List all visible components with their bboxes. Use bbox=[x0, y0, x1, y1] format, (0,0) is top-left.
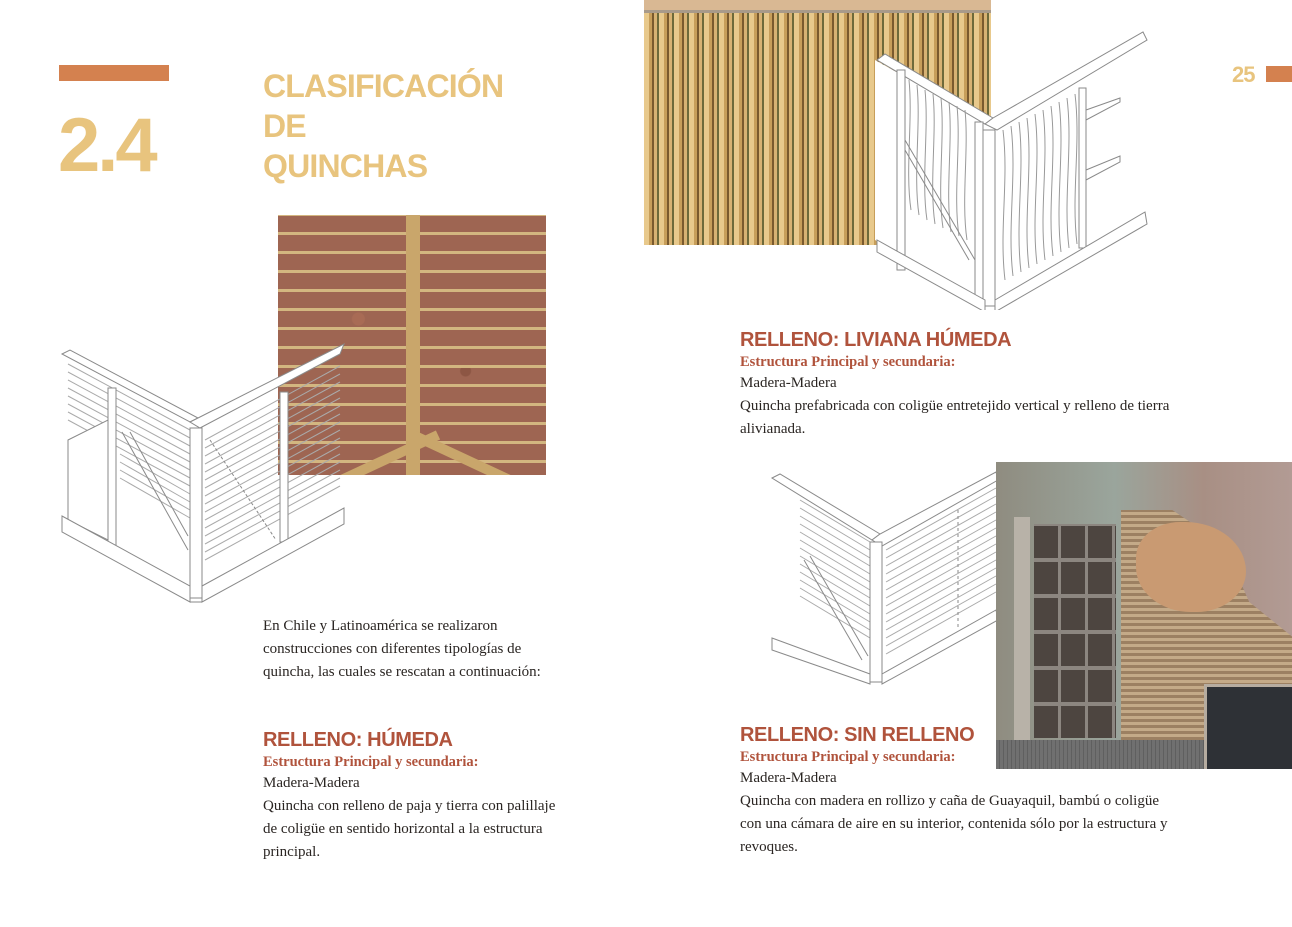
accent-bar-left bbox=[59, 65, 169, 81]
entry-humeda bbox=[263, 728, 563, 864]
section-title bbox=[263, 66, 503, 186]
entry-structure: Madera-Madera bbox=[263, 775, 360, 791]
entry-description: Quincha prefabricada con coligüe entretejido vertical y relleno de tierra alivianada. bbox=[740, 398, 1170, 437]
section-title-line-3: QUINCHAS bbox=[263, 148, 428, 184]
intro-paragraph: En Chile y Latinoamérica se realizaron construcciones con diferentes tipologías de quincha, las cuales se rescatan a continuación: bbox=[263, 618, 541, 680]
entry-structure: Madera-Madera bbox=[740, 770, 837, 786]
photo-brace-right bbox=[411, 430, 515, 475]
section-title-line-2: DE bbox=[263, 108, 306, 144]
entry-structure: Madera-Madera bbox=[740, 375, 837, 391]
section-number: 2.4 bbox=[58, 103, 155, 188]
entry-liviana-humeda bbox=[740, 328, 1170, 441]
entry-heading: RELLENO: LIVIANA HÚMEDA bbox=[740, 329, 1012, 351]
diagram-liviana-humeda bbox=[875, 30, 1150, 310]
accent-bar-right bbox=[1266, 66, 1292, 82]
entry-description: Quincha con madera en rollizo y caña de Guayaquil, bambú o coligüe con una cámara de aire en su interior, contenida sólo por la estructura y revoques. bbox=[740, 793, 1168, 855]
diagram-sin-relleno bbox=[770, 470, 1002, 688]
section-title-line-1: CLASIFICACIÓN bbox=[263, 68, 504, 104]
entry-description: Quincha con relleno de paja y tierra con palillaje de coligüe en sentido horizontal a la estructura principal. bbox=[263, 798, 556, 860]
page-number: 25 bbox=[1232, 62, 1255, 87]
entry-heading: RELLENO: HÚMEDA bbox=[263, 729, 453, 751]
photo-dark-panel bbox=[1204, 684, 1292, 769]
entry-subheading: Estructura Principal y secundaria: bbox=[263, 754, 479, 770]
entry-subheading: Estructura Principal y secundaria: bbox=[740, 749, 956, 765]
photo-pillar bbox=[1014, 517, 1030, 747]
diagram-humeda bbox=[60, 340, 350, 615]
entry-subheading: Estructura Principal y secundaria: bbox=[740, 354, 956, 370]
photo-window bbox=[1034, 524, 1116, 738]
entry-sin-relleno bbox=[740, 723, 1170, 859]
entry-heading: RELLENO: SIN RELLENO bbox=[740, 724, 975, 746]
